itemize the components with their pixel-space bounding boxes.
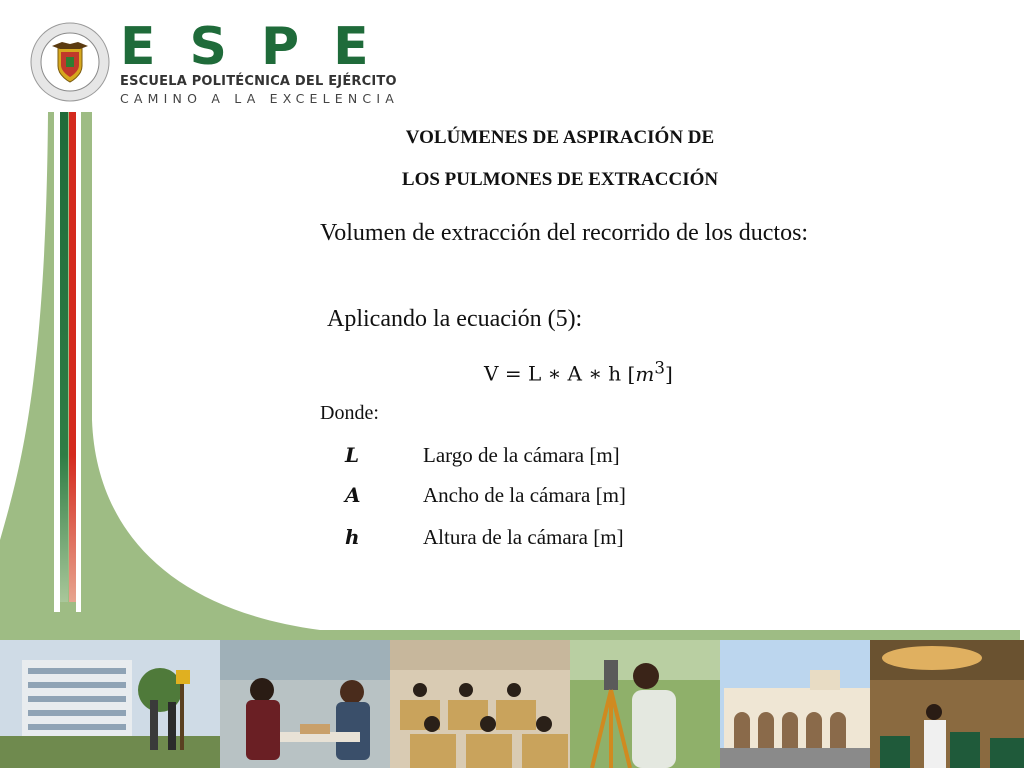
green-stripe [60,112,68,602]
variable-symbol: h [345,525,360,549]
variable-description: Altura de la cámara [m] [423,525,624,549]
colonial-building-photo [720,640,870,768]
unit-base: m [635,361,655,386]
lecture-hall-photo [870,640,1024,768]
slide-title-line-2: LOS PULMONES DE EXTRACCIÓN [401,169,719,190]
classroom-photo [390,640,570,768]
volume-equation [484,358,673,386]
campus-photo-strip [0,640,1024,768]
variable-symbol: A [345,483,361,507]
surveyor-photo [570,640,720,768]
red-stripe [69,112,76,602]
brand-letter: P [260,17,300,77]
institution-name: ESCUELA POLITÉCNICA DEL EJÉRCITO [120,74,397,89]
campus-building-photo [0,640,220,768]
variable-description: Largo de la cámara [m] [423,443,620,467]
brand-letter: S [189,17,227,77]
apply-equation-text: Aplicando la ecuación (5): [327,306,583,332]
unit-bracket-close: ] [664,361,673,386]
description-paragraph: Volumen de extracción del recorrido de los ductos: [320,220,809,246]
institution-seal [30,22,110,102]
equation-equals: = [504,361,522,386]
unit-exponent: 3 [654,358,665,377]
variable-symbol: L [345,443,360,467]
slide-title-line-1: VOLÚMENES DE ASPIRACIÓN DE [405,127,715,148]
unit-bracket-open: [ [627,361,636,386]
equation-lhs: V [484,361,499,386]
equation-operator: ∗ [547,361,562,386]
equation-term-length: L [527,361,542,386]
equation-term-width: A [567,361,582,386]
equation-term-height: h [608,361,622,386]
students-photo [220,640,390,768]
brand-acronym [120,17,399,77]
brand-letter: E [120,17,156,77]
equation-operator: ∗ [588,361,602,386]
institution-motto: CAMINO A LA EXCELENCIA [120,91,399,106]
where-label: Donde: [320,402,379,424]
brand-block [120,17,399,106]
equation-unit [627,358,673,386]
variable-description: Ancho de la cámara [m] [423,483,626,507]
brand-letter: E [333,17,369,77]
